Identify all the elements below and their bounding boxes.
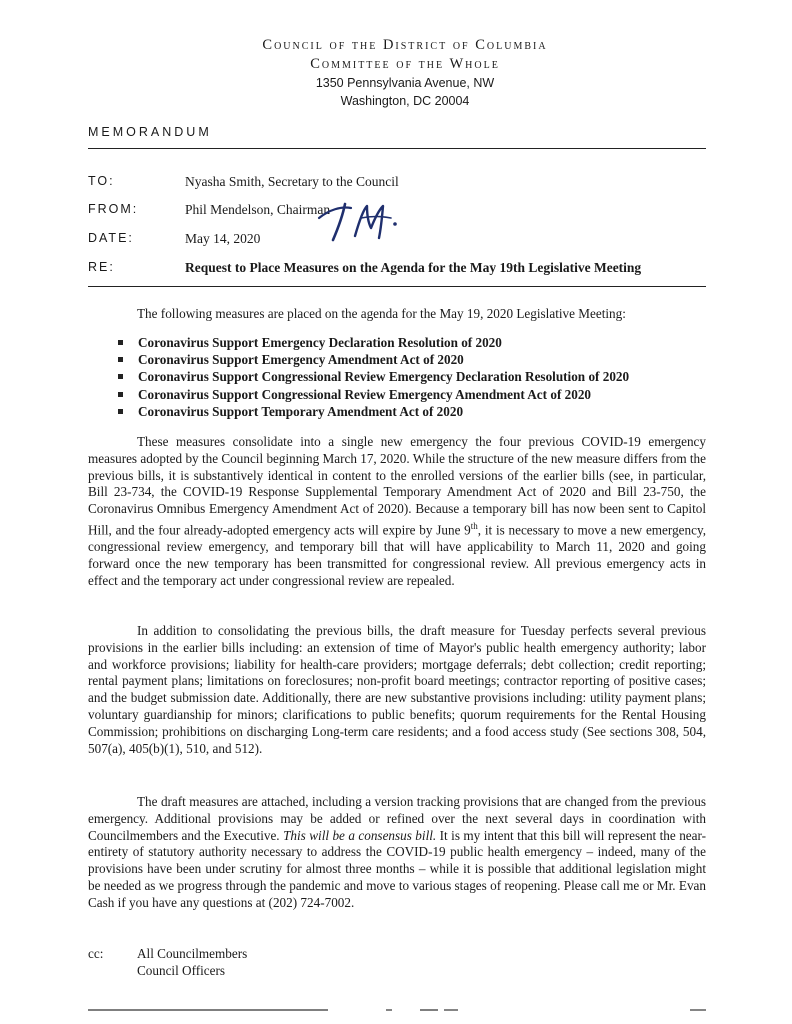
letterhead-council-name: Council of the District of Columbia [262, 37, 548, 53]
bullet-square-icon [118, 340, 123, 345]
measure-title: Coronavirus Support Temporary Amendment Act of 2020 [138, 403, 464, 419]
letterhead-committee-name: Committee of the Whole [310, 56, 500, 72]
from-value: Phil Mendelson, Chairman [185, 202, 331, 217]
letterhead-city-address: Washington, DC 20004 [340, 94, 470, 108]
cc-recipient: Council Officers [137, 963, 226, 978]
re-value: Request to Place Measures on the Agenda for the May 19th Legislative Meeting [185, 260, 642, 275]
measure-item [118, 351, 629, 368]
date-label: DATE: [88, 231, 134, 245]
paragraph-draft-part1: The draft measures are attached, including a version tracking provisions that are changed from the previous emergency. Additional provisions may be added or refined over the next several days in coordination with Councilmembers and the Executive. [88, 794, 706, 843]
cc-recipients [137, 945, 247, 979]
letterhead-street-address: 1350 Pennsylvania Avenue, NW [315, 76, 495, 90]
intro-sentence: The following measures are placed on the agenda for the May 19, 2020 Legislative Meeting: [137, 306, 626, 321]
handwritten-initials-signature [315, 196, 415, 244]
paragraph-draft-part2: It is my intent that this bill will represent the near-entirety of statutory authority necessary to address the COVID-19 public health emergency – indeed, many of the provisions have been under scrutiny for almost three months – while it is possible that additional legislation might be needed as we progress through the pandemic and move to various stages of reopening. Please call me or Mr. Evan Cash if you have any questions at (202) 724-7002. [88, 827, 707, 910]
paragraph-draft-measures [88, 794, 706, 912]
from-label: FROM: [88, 202, 139, 216]
letterhead [0, 36, 792, 110]
bullet-square-icon [118, 374, 123, 379]
re-label: RE: [88, 260, 115, 274]
to-label: TO: [88, 174, 115, 188]
bullet-square-icon [118, 357, 123, 362]
bullet-square-icon [118, 392, 123, 397]
date-value: May 14, 2020 [185, 231, 261, 246]
measure-item [118, 386, 629, 403]
consensus-bill-emphasis: This will be a consensus bill. [283, 827, 437, 843]
measure-title: Coronavirus Support Congressional Review Emergency Declaration Resolution of 2020 [138, 369, 630, 385]
measure-title: Coronavirus Support Emergency Amendment Act of 2020 [138, 352, 464, 368]
header-bottom-rule [88, 286, 706, 287]
measure-item [118, 334, 629, 351]
measures-list [118, 334, 629, 420]
paragraph-consolidation-part1: These measures consolidate into a single new emergency the four previous COVID-19 emergency measures adopted by the Council beginning March 17, 2020. While the structure of the new measure differs from the previous bills, it is substantively identical in content to the enrolled versions of the earlier bills (see, in particular, Bill 23-734, the COVID-19 Response Supplemental Temporary Amendment Act of 2020 and Bill 23-750, the Coronavirus Omnibus Emergency Amendment Act of 2020). Because a temporary bill has now been sent to Capitol Hill, and the four already-adopted emergency acts will expire by June 9 [88, 434, 706, 538]
paragraph-consolidation [88, 434, 706, 590]
measure-item [118, 368, 629, 385]
paragraph-provisions: In addition to consolidating the previous bills, the draft measure for Tuesday perfects several previous provisions in the earlier bills including: an extension of time of Mayor's public health emergency authority; labor and workforce provisions; liability for health-care providers; mortgage deferrals; debt collection; credit reporting; rental payment plans; limitations on foreclosures; non-profit board meetings; contractor reporting of positive cases; and the budget submission date. Additionally, there are new substantive provisions including: utility payment plans; voluntary guardianship for minors; clarifications to public benefits; quorum requirements for the Rental Housing Commission; prohibitions on discharging Long-term care residents; and a food access study (See sections 308, 504, 507(a), 405(b)(1), 510, and 512). [88, 623, 706, 756]
cc-recipient: All Councilmembers [137, 946, 248, 961]
bullet-square-icon [118, 409, 123, 414]
to-value: Nyasha Smith, Secretary to the Council [185, 174, 399, 189]
measure-title: Coronavirus Support Emergency Declaration Resolution of 2020 [138, 335, 502, 350]
paragraph-consolidation-part2: , it is necessary to move a new emergency, congressional review emergency, and temporary bill that will have applicability to March 11, 2020 and going forward once the new temporary has been transmitted for congressional review. All previous emergency acts in effect and the temporary act under congressional review are repealed. [88, 522, 706, 588]
ordinal-suffix: th [470, 520, 478, 531]
memo-title: MEMORANDUM [88, 125, 212, 139]
footer-scan-marks [0, 1004, 792, 1016]
cc-label: cc: [88, 946, 104, 961]
header-top-rule [88, 148, 706, 149]
measure-item [118, 403, 629, 420]
measure-title: Coronavirus Support Congressional Review Emergency Amendment Act of 2020 [138, 386, 592, 402]
